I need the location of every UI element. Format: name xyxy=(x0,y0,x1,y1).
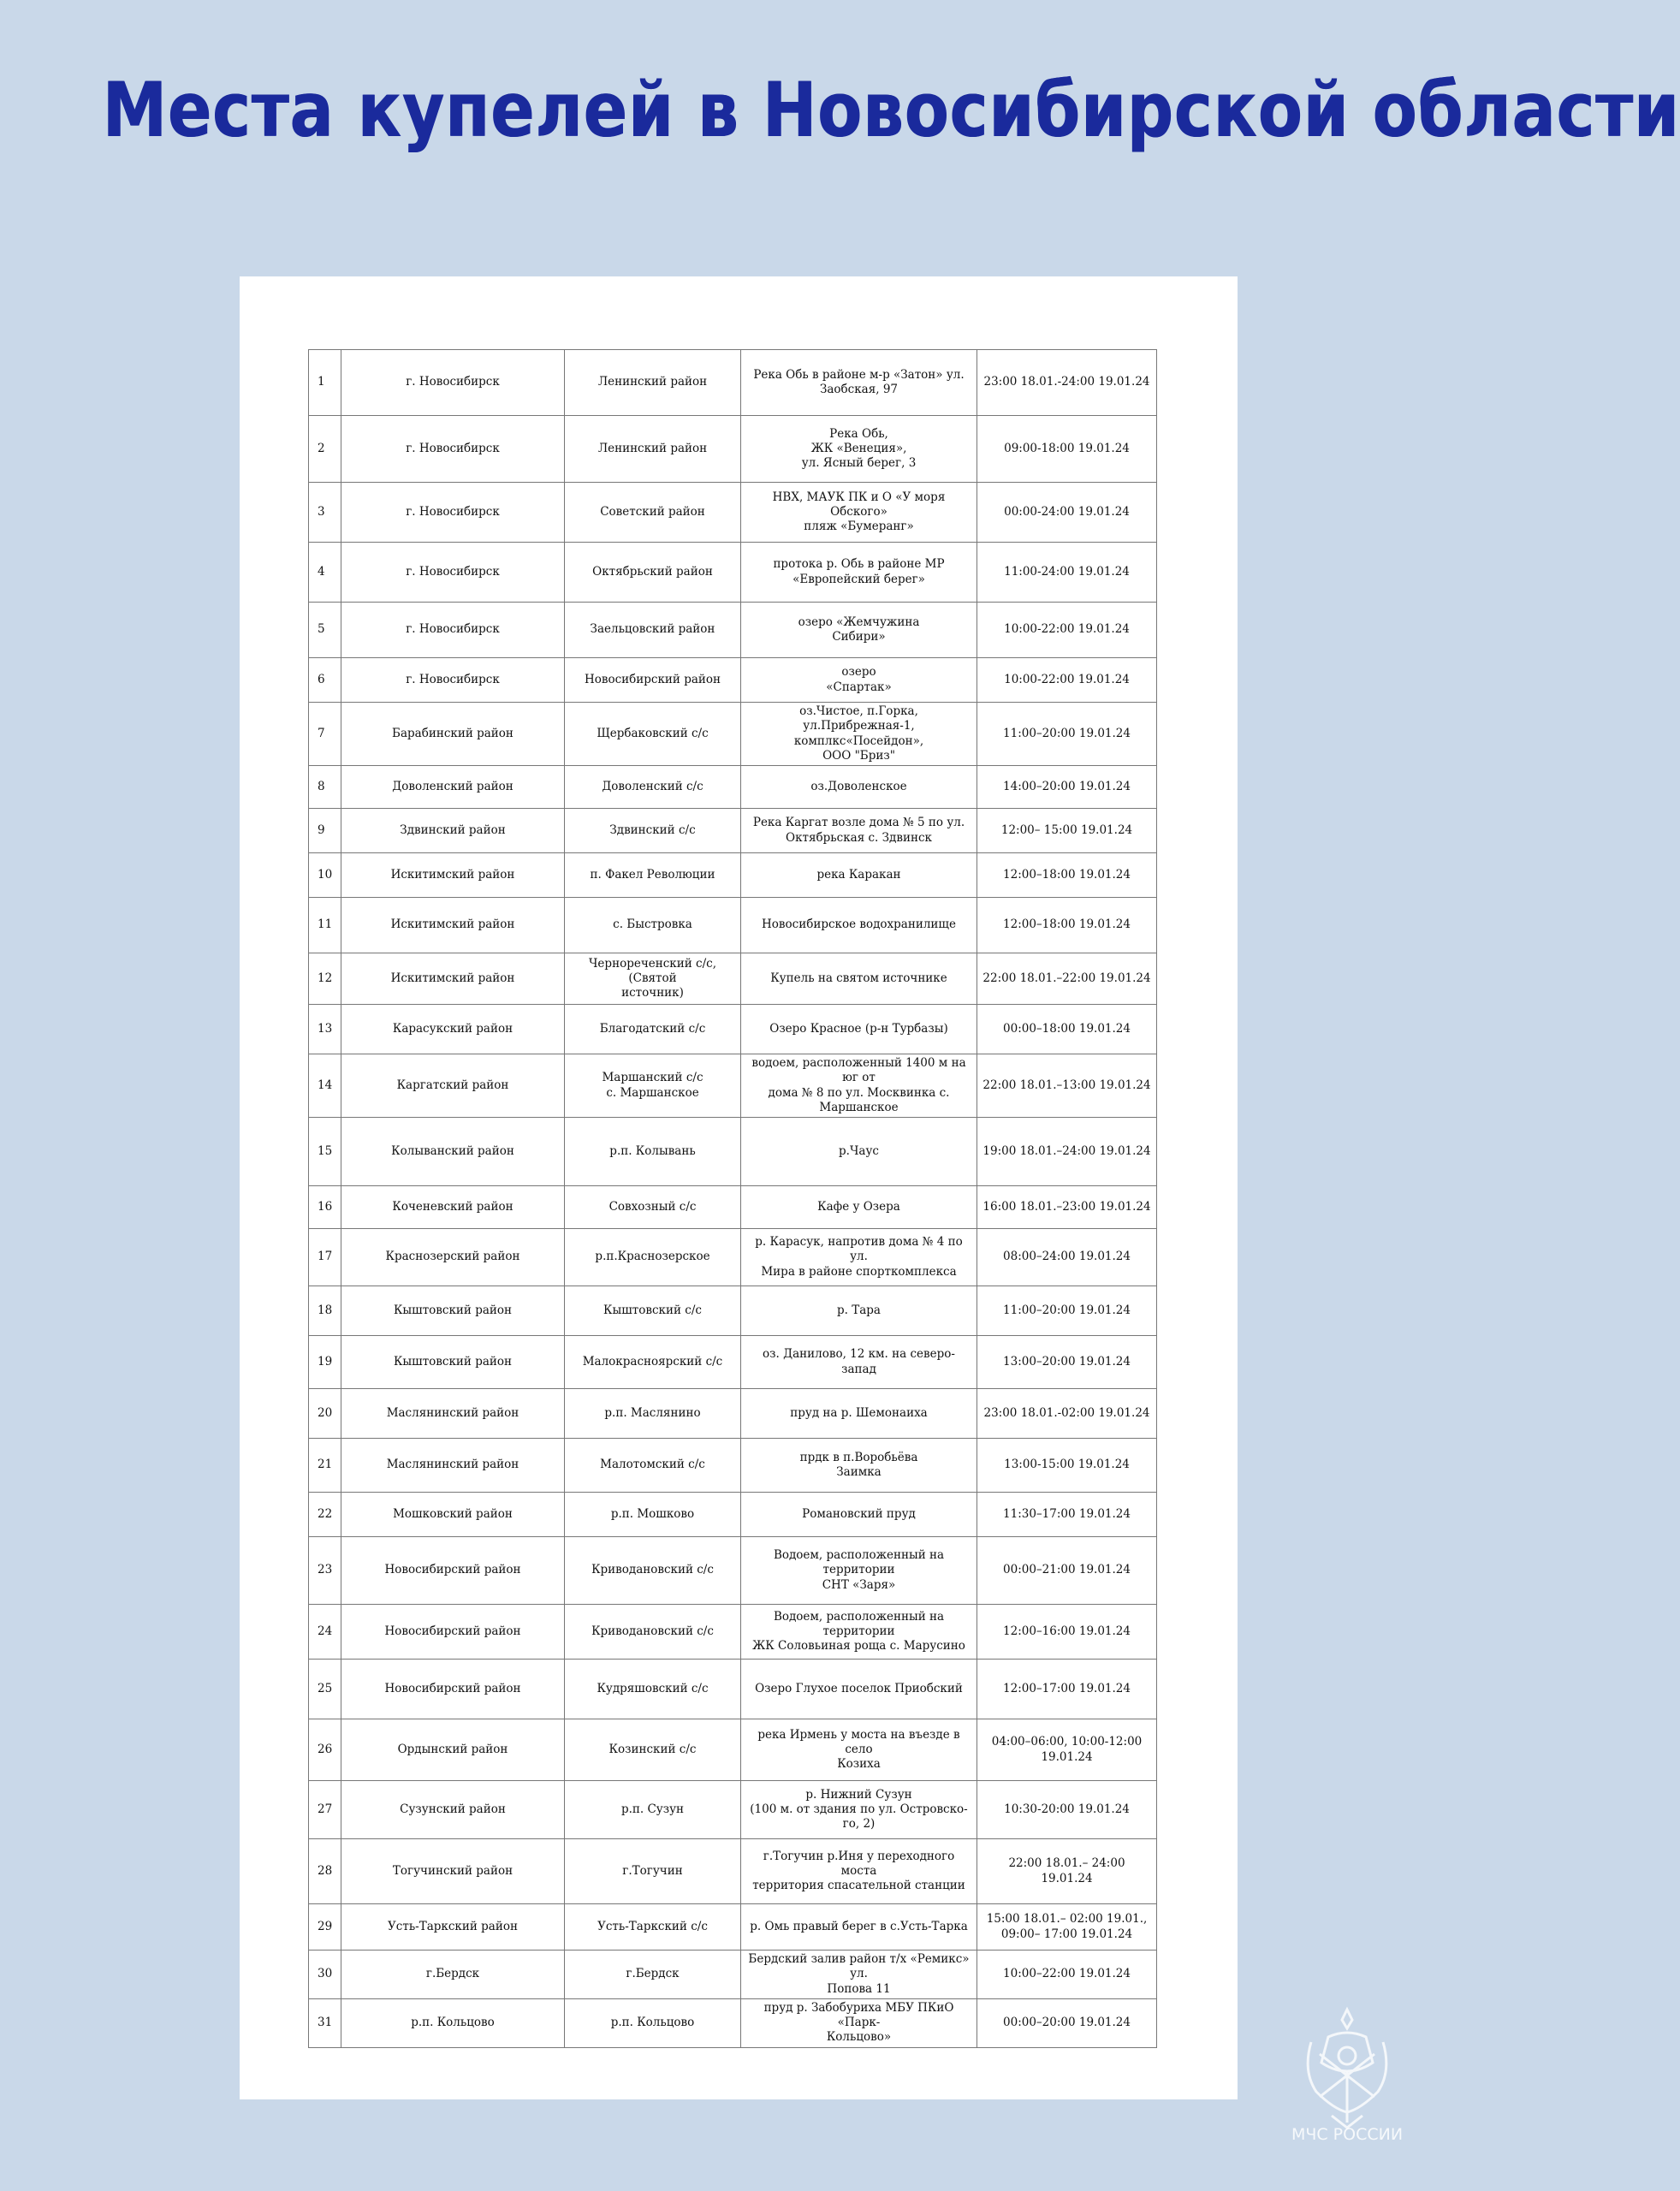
row-number: 27 xyxy=(309,1781,341,1839)
locality-cell: Криводановский с/с xyxy=(565,1537,741,1605)
row-number: 3 xyxy=(309,483,341,543)
district-cell: г. Новосибирск xyxy=(341,416,565,483)
row-number: 30 xyxy=(309,1951,341,1999)
row-number: 11 xyxy=(309,898,341,953)
row-number: 31 xyxy=(309,1998,341,2047)
place-cell: протока р. Обь в районе МР «Европейский берег» xyxy=(741,543,977,603)
place-cell: пруд на р. Шемонаиха xyxy=(741,1389,977,1439)
place-cell: Водоем, расположенный на территории ЖК Соловьиная роща с. Марусино xyxy=(741,1605,977,1660)
row-number: 18 xyxy=(309,1286,341,1336)
district-cell: Кыштовский район xyxy=(341,1286,565,1336)
district-cell: Усть-Таркский район xyxy=(341,1904,565,1951)
district-cell: г. Новосибирск xyxy=(341,483,565,543)
row-number: 15 xyxy=(309,1118,341,1186)
row-number: 22 xyxy=(309,1493,341,1537)
place-cell: река Ирмень у моста на въезде в село Козиха xyxy=(741,1719,977,1781)
table-row xyxy=(309,1229,1157,1286)
table-row xyxy=(309,1951,1157,1999)
place-cell: Водоем, расположенный на территории СНТ «Заря» xyxy=(741,1537,977,1605)
time-cell: 00:00–18:00 19.01.24 xyxy=(977,1005,1157,1054)
table-row xyxy=(309,1439,1157,1493)
locality-cell: Кудряшовский с/с xyxy=(565,1660,741,1719)
row-number: 26 xyxy=(309,1719,341,1781)
place-cell: Новосибирское водохранилище xyxy=(741,898,977,953)
place-cell: Река Обь в районе м-р «Затон» ул. Заобская, 97 xyxy=(741,350,977,416)
row-number: 29 xyxy=(309,1904,341,1951)
table-row xyxy=(309,350,1157,416)
district-cell: Новосибирский район xyxy=(341,1605,565,1660)
locality-cell: Криводановский с/с xyxy=(565,1605,741,1660)
time-cell: 10:00–22:00 19.01.24 xyxy=(977,1951,1157,1999)
place-cell: р. Тара xyxy=(741,1286,977,1336)
place-cell: Река Каргат возле дома № 5 по ул. Октябрьская с. Здвинск xyxy=(741,809,977,853)
row-number: 4 xyxy=(309,543,341,603)
document-sheet xyxy=(240,276,1238,2099)
district-cell: Маслянинский район xyxy=(341,1439,565,1493)
table-row xyxy=(309,898,1157,953)
time-cell: 12:00–16:00 19.01.24 xyxy=(977,1605,1157,1660)
row-number: 9 xyxy=(309,809,341,853)
locality-cell: Совхозный с/с xyxy=(565,1186,741,1229)
district-cell: Ордынский район xyxy=(341,1719,565,1781)
locality-cell: р.п. Кольцово xyxy=(565,1998,741,2047)
district-cell: г. Новосибирск xyxy=(341,603,565,658)
district-cell: Каргатский район xyxy=(341,1054,565,1118)
district-cell: г. Новосибирск xyxy=(341,543,565,603)
district-cell: Тогучинский район xyxy=(341,1839,565,1904)
table-row xyxy=(309,1839,1157,1904)
locality-cell: Советский район xyxy=(565,483,741,543)
time-cell: 00:00-24:00 19.01.24 xyxy=(977,483,1157,543)
district-cell: Маслянинский район xyxy=(341,1389,565,1439)
locality-cell: Щербаковский с/с xyxy=(565,703,741,766)
row-number: 7 xyxy=(309,703,341,766)
place-cell: пруд р. Забобуриха МБУ ПКиО «Парк- Кольцово» xyxy=(741,1998,977,2047)
place-cell: водоем, расположенный 1400 м на юг от дома № 8 по ул. Москвинка с. Маршанское xyxy=(741,1054,977,1118)
time-cell: 11:00-24:00 19.01.24 xyxy=(977,543,1157,603)
row-number: 17 xyxy=(309,1229,341,1286)
place-cell: озеро «Жемчужина Сибири» xyxy=(741,603,977,658)
time-cell: 12:00– 15:00 19.01.24 xyxy=(977,809,1157,853)
locality-cell: Малотомский с/с xyxy=(565,1439,741,1493)
table-row xyxy=(309,1005,1157,1054)
row-number: 10 xyxy=(309,853,341,898)
locality-cell: Заельцовский район xyxy=(565,603,741,658)
locality-cell: Малокрасноярский с/с xyxy=(565,1336,741,1389)
district-cell: Сузунский район xyxy=(341,1781,565,1839)
fonts-table xyxy=(308,349,1157,2048)
district-cell: Коченевский район xyxy=(341,1186,565,1229)
table-row xyxy=(309,1336,1157,1389)
locality-cell: Ленинский район xyxy=(565,350,741,416)
table-row xyxy=(309,1904,1157,1951)
row-number: 8 xyxy=(309,766,341,809)
row-number: 6 xyxy=(309,658,341,703)
place-cell: Река Обь, ЖК «Венеция», ул. Ясный берег, 3 xyxy=(741,416,977,483)
row-number: 5 xyxy=(309,603,341,658)
time-cell: 22:00 18.01.–13:00 19.01.24 xyxy=(977,1054,1157,1118)
table-row xyxy=(309,483,1157,543)
table-row xyxy=(309,1719,1157,1781)
district-cell: Краснозерский район xyxy=(341,1229,565,1286)
locality-cell: Благодатский с/с xyxy=(565,1005,741,1054)
place-cell: р. Нижний Сузун (100 м. от здания по ул. Островско-го, 2) xyxy=(741,1781,977,1839)
locality-cell: Здвинский с/с xyxy=(565,809,741,853)
place-cell: Романовский пруд xyxy=(741,1493,977,1537)
district-cell: Карасукский район xyxy=(341,1005,565,1054)
table-row xyxy=(309,1186,1157,1229)
time-cell: 11:00–20:00 19.01.24 xyxy=(977,1286,1157,1336)
locality-cell: р.п. Колывань xyxy=(565,1118,741,1186)
locality-cell: Новосибирский район xyxy=(565,658,741,703)
row-number: 2 xyxy=(309,416,341,483)
district-cell: Кыштовский район xyxy=(341,1336,565,1389)
locality-cell: р.п.Краснозерское xyxy=(565,1229,741,1286)
row-number: 14 xyxy=(309,1054,341,1118)
time-cell: 04:00–06:00, 10:00-12:00 19.01.24 xyxy=(977,1719,1157,1781)
row-number: 21 xyxy=(309,1439,341,1493)
time-cell: 22:00 18.01.– 24:00 19.01.24 xyxy=(977,1839,1157,1904)
district-cell: Новосибирский район xyxy=(341,1537,565,1605)
time-cell: 23:00 18.01.-24:00 19.01.24 xyxy=(977,350,1157,416)
place-cell: г.Тогучин р.Иня у переходного моста территория спасательной станции xyxy=(741,1839,977,1904)
place-cell: р.Чаус xyxy=(741,1118,977,1186)
place-cell: оз. Данилово, 12 км. на северо-запад xyxy=(741,1336,977,1389)
table-row xyxy=(309,1998,1157,2047)
district-cell: Искитимский район xyxy=(341,853,565,898)
table-row xyxy=(309,1118,1157,1186)
place-cell: озеро «Спартак» xyxy=(741,658,977,703)
locality-cell: Чернореченский с/с, (Святой источник) xyxy=(565,953,741,1005)
time-cell: 12:00–18:00 19.01.24 xyxy=(977,853,1157,898)
time-cell: 22:00 18.01.–22:00 19.01.24 xyxy=(977,953,1157,1005)
place-cell: р. Карасук, напротив дома № 4 по ул. Мира в районе спорткомплекса xyxy=(741,1229,977,1286)
table-row xyxy=(309,809,1157,853)
org-label: МЧС РОССИИ xyxy=(1291,2125,1404,2144)
table-row xyxy=(309,1389,1157,1439)
table-row xyxy=(309,1286,1157,1336)
table-row xyxy=(309,953,1157,1005)
time-cell: 10:00-22:00 19.01.24 xyxy=(977,603,1157,658)
table-row xyxy=(309,853,1157,898)
place-cell: прдк в п.Воробьёва Заимка xyxy=(741,1439,977,1493)
district-cell: Здвинский район xyxy=(341,809,565,853)
locality-cell: г.Тогучин xyxy=(565,1839,741,1904)
time-cell: 14:00–20:00 19.01.24 xyxy=(977,766,1157,809)
table-row xyxy=(309,658,1157,703)
time-cell: 08:00–24:00 19.01.24 xyxy=(977,1229,1157,1286)
locality-cell: Октябрьский район xyxy=(565,543,741,603)
row-number: 28 xyxy=(309,1839,341,1904)
locality-cell: с. Быстровка xyxy=(565,898,741,953)
table-row xyxy=(309,1054,1157,1118)
locality-cell: Ленинский район xyxy=(565,416,741,483)
place-cell: оз.Доволенское xyxy=(741,766,977,809)
locality-cell: п. Факел Революции xyxy=(565,853,741,898)
time-cell: 00:00–20:00 19.01.24 xyxy=(977,1998,1157,2047)
row-number: 19 xyxy=(309,1336,341,1389)
table-row xyxy=(309,603,1157,658)
table-row xyxy=(309,1493,1157,1537)
time-cell: 00:00–21:00 19.01.24 xyxy=(977,1537,1157,1605)
time-cell: 10:00-22:00 19.01.24 xyxy=(977,658,1157,703)
row-number: 25 xyxy=(309,1660,341,1719)
time-cell: 12:00–18:00 19.01.24 xyxy=(977,898,1157,953)
place-cell: Озеро Глухое поселок Приобский xyxy=(741,1660,977,1719)
table-row xyxy=(309,766,1157,809)
locality-cell: г.Бердск xyxy=(565,1951,741,1999)
table-row xyxy=(309,1660,1157,1719)
row-number: 12 xyxy=(309,953,341,1005)
table-row xyxy=(309,1537,1157,1605)
page-title: Места купелей в Новосибирской области xyxy=(102,66,1680,154)
time-cell: 19:00 18.01.–24:00 19.01.24 xyxy=(977,1118,1157,1186)
locality-cell: р.п. Мошково xyxy=(565,1493,741,1537)
time-cell: 10:30-20:00 19.01.24 xyxy=(977,1781,1157,1839)
time-cell: 13:00–20:00 19.01.24 xyxy=(977,1336,1157,1389)
district-cell: Искитимский район xyxy=(341,898,565,953)
time-cell: 11:30–17:00 19.01.24 xyxy=(977,1493,1157,1537)
district-cell: Новосибирский район xyxy=(341,1660,565,1719)
district-cell: Барабинский район xyxy=(341,703,565,766)
locality-cell: Маршанский с/с с. Маршанское xyxy=(565,1054,741,1118)
row-number: 24 xyxy=(309,1605,341,1660)
table-row xyxy=(309,1781,1157,1839)
district-cell: г. Новосибирск xyxy=(341,350,565,416)
row-number: 1 xyxy=(309,350,341,416)
time-cell: 11:00–20:00 19.01.24 xyxy=(977,703,1157,766)
table-row xyxy=(309,416,1157,483)
place-cell: р. Омь правый берег в с.Усть-Тарка xyxy=(741,1904,977,1951)
time-cell: 09:00-18:00 19.01.24 xyxy=(977,416,1157,483)
row-number: 23 xyxy=(309,1537,341,1605)
time-cell: 23:00 18.01.-02:00 19.01.24 xyxy=(977,1389,1157,1439)
district-cell: Мошковский район xyxy=(341,1493,565,1537)
time-cell: 15:00 18.01.– 02:00 19.01., 09:00– 17:00 19.01.24 xyxy=(977,1904,1157,1951)
time-cell: 13:00-15:00 19.01.24 xyxy=(977,1439,1157,1493)
district-cell: р.п. Кольцово xyxy=(341,1998,565,2047)
place-cell: Бердский залив район т/х «Ремикс» ул. Попова 11 xyxy=(741,1951,977,1999)
table-row xyxy=(309,1605,1157,1660)
locality-cell: р.п. Маслянино xyxy=(565,1389,741,1439)
locality-cell: Кыштовский с/с xyxy=(565,1286,741,1336)
place-cell: оз.Чистое, п.Горка, ул.Прибрежная-1, комплкс«Посейдон», ООО "Бриз" xyxy=(741,703,977,766)
place-cell: река Каракан xyxy=(741,853,977,898)
table-body xyxy=(309,350,1157,2048)
district-cell: г.Бердск xyxy=(341,1951,565,1999)
place-cell: Купель на святом источнике xyxy=(741,953,977,1005)
locality-cell: Козинский с/с xyxy=(565,1719,741,1781)
table-row xyxy=(309,703,1157,766)
row-number: 16 xyxy=(309,1186,341,1229)
table-row xyxy=(309,543,1157,603)
row-number: 20 xyxy=(309,1389,341,1439)
time-cell: 16:00 18.01.–23:00 19.01.24 xyxy=(977,1186,1157,1229)
place-cell: НВХ, МАУК ПК и О «У моря Обского» пляж «Бумеранг» xyxy=(741,483,977,543)
locality-cell: Доволенский с/с xyxy=(565,766,741,809)
place-cell: Озеро Красное (р-н Турбазы) xyxy=(741,1005,977,1054)
locality-cell: Усть-Таркский с/с xyxy=(565,1904,741,1951)
district-cell: Доволенский район xyxy=(341,766,565,809)
locality-cell: р.п. Сузун xyxy=(565,1781,741,1839)
district-cell: Колыванский район xyxy=(341,1118,565,1186)
district-cell: г. Новосибирск xyxy=(341,658,565,703)
row-number: 13 xyxy=(309,1005,341,1054)
district-cell: Искитимский район xyxy=(341,953,565,1005)
time-cell: 12:00–17:00 19.01.24 xyxy=(977,1660,1157,1719)
place-cell: Кафе у Озера xyxy=(741,1186,977,1229)
